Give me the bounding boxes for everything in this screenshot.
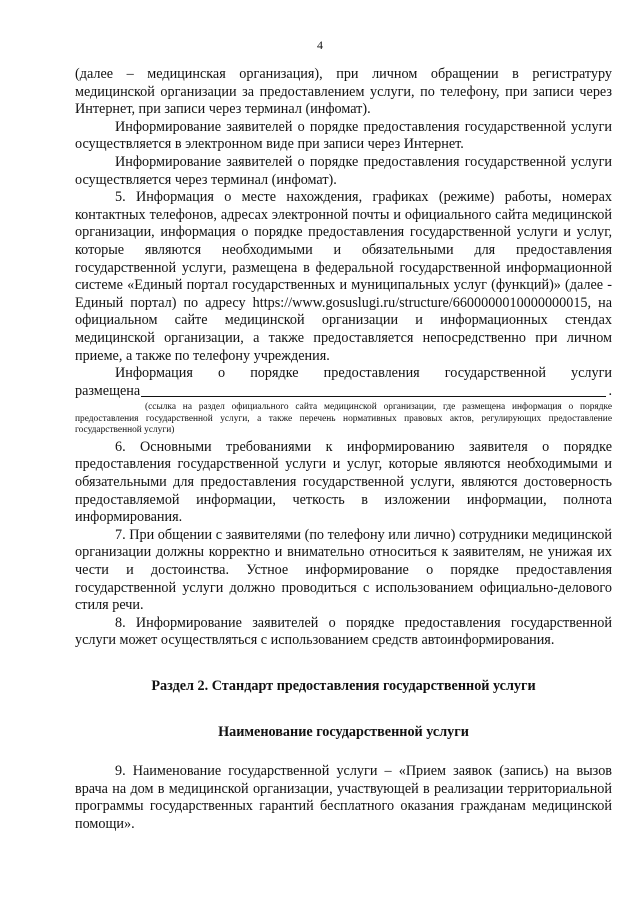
page-number: 4: [317, 38, 323, 52]
paragraph-continuation: (далее – медицинская организация), при личном обращении в регистратуру медицинской организации за предоставлением услуги, по телефону, при записи через Интернет, при записи через терминал (инфомат).: [75, 66, 612, 118]
posted-line-end: .: [608, 382, 612, 399]
paragraph-5: 5. Информация о месте нахождения, графиках (режиме) работы, номерах контактных телефонов, адресах электронной почты и официального сайта медицинской организации, информация о порядке предоставления государственной услуги и услуг, которые являются необходимыми и обязательными для предоставления государственной услуги, размещена в федеральной государственной информационной системе «Единый портал государственных и муниципальных услуг (функций)» (далее - Единый портал) по адресу https://www.gosuslugi.ru/structure/6600000010000000015, на официальном сайте медицинской организации и информационных стендах медицинской организации, а также предоставляется непосредственно при личном приеме, а также по телефону учреждения.: [75, 189, 612, 364]
section-heading: Раздел 2. Стандарт предоставления государственной услуги: [151, 677, 536, 694]
subsection-heading: Наименование государственной услуги: [218, 723, 469, 740]
paragraph-9: 9. Наименование государственной услуги – «Прием заявок (запись) на вызов врача на дом в медицинской организации, участвующей в реализации территориальной программы государственных гарантий бесплатного оказания гражданам медицинской помощи».: [75, 763, 612, 832]
footnote: (ссылка на раздел официального сайта медицинской организации, где размещена информация о порядке предоставления государственной услуги, а также перечень нормативных правовых актов, регулирующих предоставление государственной услуги): [75, 402, 612, 436]
paragraph-posted-info: Информация о порядке предоставления государственной услуги: [115, 365, 612, 382]
paragraph-8: 8. Информирование заявителей о порядке предоставления государственной услуги может осуществляться с использованием средств автоинформирования.: [75, 614, 612, 649]
posted-word: размещена: [75, 382, 141, 399]
paragraph-info-terminal: Информирование заявителей о порядке предоставления государственной услуги осуществляется через терминал (инфомат).: [75, 153, 612, 188]
paragraph-info-internet: Информирование заявителей о порядке предоставления государственной услуги осуществляется в электронном виде при записи через Интернет.: [75, 118, 612, 153]
document-body: [75, 66, 612, 833]
fill-in-blank: [141, 384, 606, 397]
paragraph-6: 6. Основными требованиями к информированию заявителя о порядке предоставления государственной услуги и услуг, которые являются необходимыми и обязательными для предоставления государственной услуги, являются достоверность предоставляемой информации, четкость в изложении информации, полнота информирования.: [75, 438, 612, 526]
posted-line: [75, 383, 612, 401]
paragraph-7: 7. При общении с заявителями (по телефону или лично) сотрудники медицинской организации должны корректно и внимательно относиться к заявителям, не унижая их чести и достоинства. Устное информирование о порядке предоставления государственной услуги должно проводиться с использованием официально-делового стиля речи.: [75, 526, 612, 614]
